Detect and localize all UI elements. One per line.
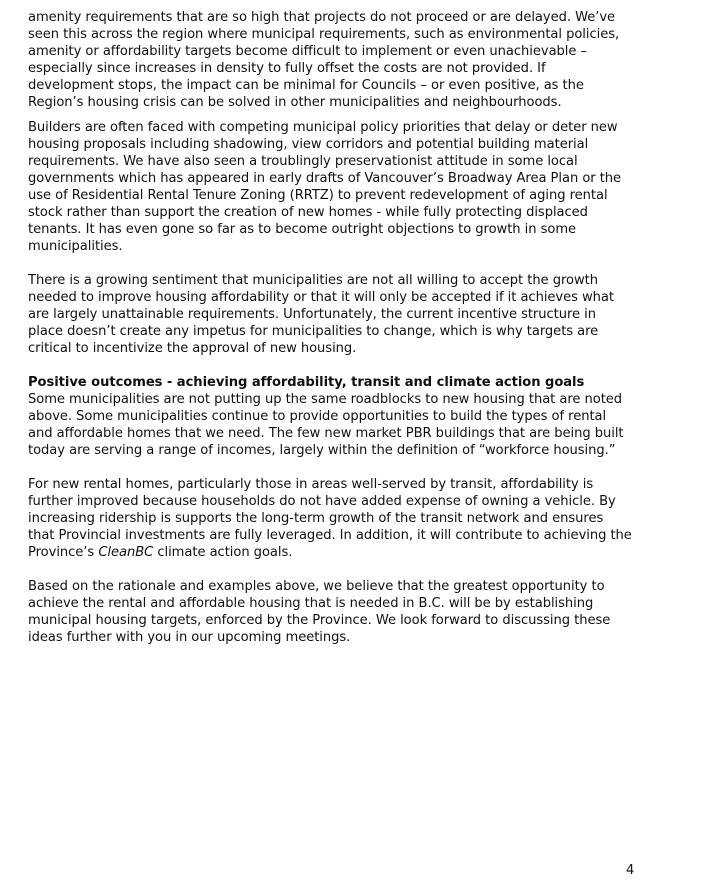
text-line: requirements. We have also seen a troublingly preservationist attitude in some local (28, 154, 578, 169)
text-line: Some municipalities are not putting up the same roadblocks to new housing that are noted (28, 392, 623, 407)
text-line: especially since increases in density to fully offset the costs are not provided. If (28, 61, 546, 76)
text-line: are largely unattainable requirements. Unfortunately, the current incentive structure in (28, 307, 596, 322)
paragraph-spacer (28, 255, 688, 272)
paragraph-spacer (28, 111, 688, 119)
text-line: place doesn’t create any impetus for municipalities to change, which is why targets are (28, 324, 599, 339)
text-fragment: Province’s (28, 545, 99, 560)
text-line: Based on the rationale and examples above, we believe that the greatest opportunity to (28, 579, 605, 594)
text-line: increasing ridership is supports the long-term growth of the transit network and ensures (28, 511, 604, 526)
text-line: Region’s housing crisis can be solved in other municipalities and neighbourhoods. (28, 95, 562, 110)
section-heading: Positive outcomes - achieving affordability, transit and climate action goals (28, 375, 585, 390)
text-line: needed to improve housing affordability or that it will only be accepted if it achieves what (28, 290, 614, 305)
text-line: further improved because households do not have added expense of owning a vehicle. By (28, 494, 616, 509)
cleanbc-emphasis: CleanBC (98, 545, 154, 560)
page-number: 4 (626, 863, 635, 878)
text-line: Builders are often faced with competing municipal policy priorities that delay or deter new (28, 120, 618, 135)
text-line: that Provincial investments are fully leveraged. In addition, it will contribute to achieving the (28, 528, 632, 543)
paragraph-spacer (28, 561, 688, 578)
text-line: municipal housing targets, enforced by the Province. We look forward to discussing these (28, 613, 611, 628)
section-positive-outcomes (28, 374, 688, 459)
text-line: amenity or affordability targets become difficult to implement or even unachievable – (28, 44, 588, 59)
text-line: municipalities. (28, 239, 123, 254)
document-page (28, 9, 688, 646)
text-line: and affordable homes that we need. The few new market PBR buildings that are being built (28, 426, 624, 441)
text-line: achieve the rental and affordable housing that is needed in B.C. will be by establishing (28, 596, 594, 611)
paragraph-transit-affordability (28, 476, 688, 561)
text-line (28, 544, 688, 561)
text-line: ideas further with you in our upcoming meetings. (28, 630, 351, 645)
paragraph-conclusion (28, 578, 688, 646)
text-fragment: climate action goals. (153, 545, 293, 560)
text-line: governments which has appeared in early drafts of Vancouver’s Broadway Area Plan or the (28, 171, 622, 186)
text-line: tenants. It has even gone so far as to become outright objections to growth in some (28, 222, 577, 237)
paragraph-amenity-requirements (28, 9, 688, 111)
text-line: housing proposals including shadowing, view corridors and potential building material (28, 137, 589, 152)
text-line: today are serving a range of incomes, largely within the definition of “workforce housing.” (28, 443, 616, 458)
text-line: There is a growing sentiment that municipalities are not all willing to accept the growth (28, 273, 598, 288)
text-line: development stops, the impact can be minimal for Councils – or even positive, as the (28, 78, 584, 93)
text-line: stock rather than support the creation of new homes - while fully protecting displaced (28, 205, 588, 220)
paragraph-growing-sentiment (28, 272, 688, 357)
text-line: For new rental homes, particularly those in areas well-served by transit, affordability is (28, 477, 594, 492)
text-line: critical to incentivize the approval of new housing. (28, 341, 357, 356)
text-line: use of Residential Rental Tenure Zoning (RRTZ) to prevent redevelopment of aging rental (28, 188, 608, 203)
text-line: above. Some municipalities continue to provide opportunities to build the types of rental (28, 409, 607, 424)
text-line: amenity requirements that are so high that projects do not proceed or are delayed. We’ve (28, 10, 616, 25)
paragraph-competing-priorities (28, 119, 688, 255)
paragraph-spacer (28, 357, 688, 374)
text-line: seen this across the region where municipal requirements, such as environmental policies, (28, 27, 620, 42)
paragraph-spacer (28, 459, 688, 476)
